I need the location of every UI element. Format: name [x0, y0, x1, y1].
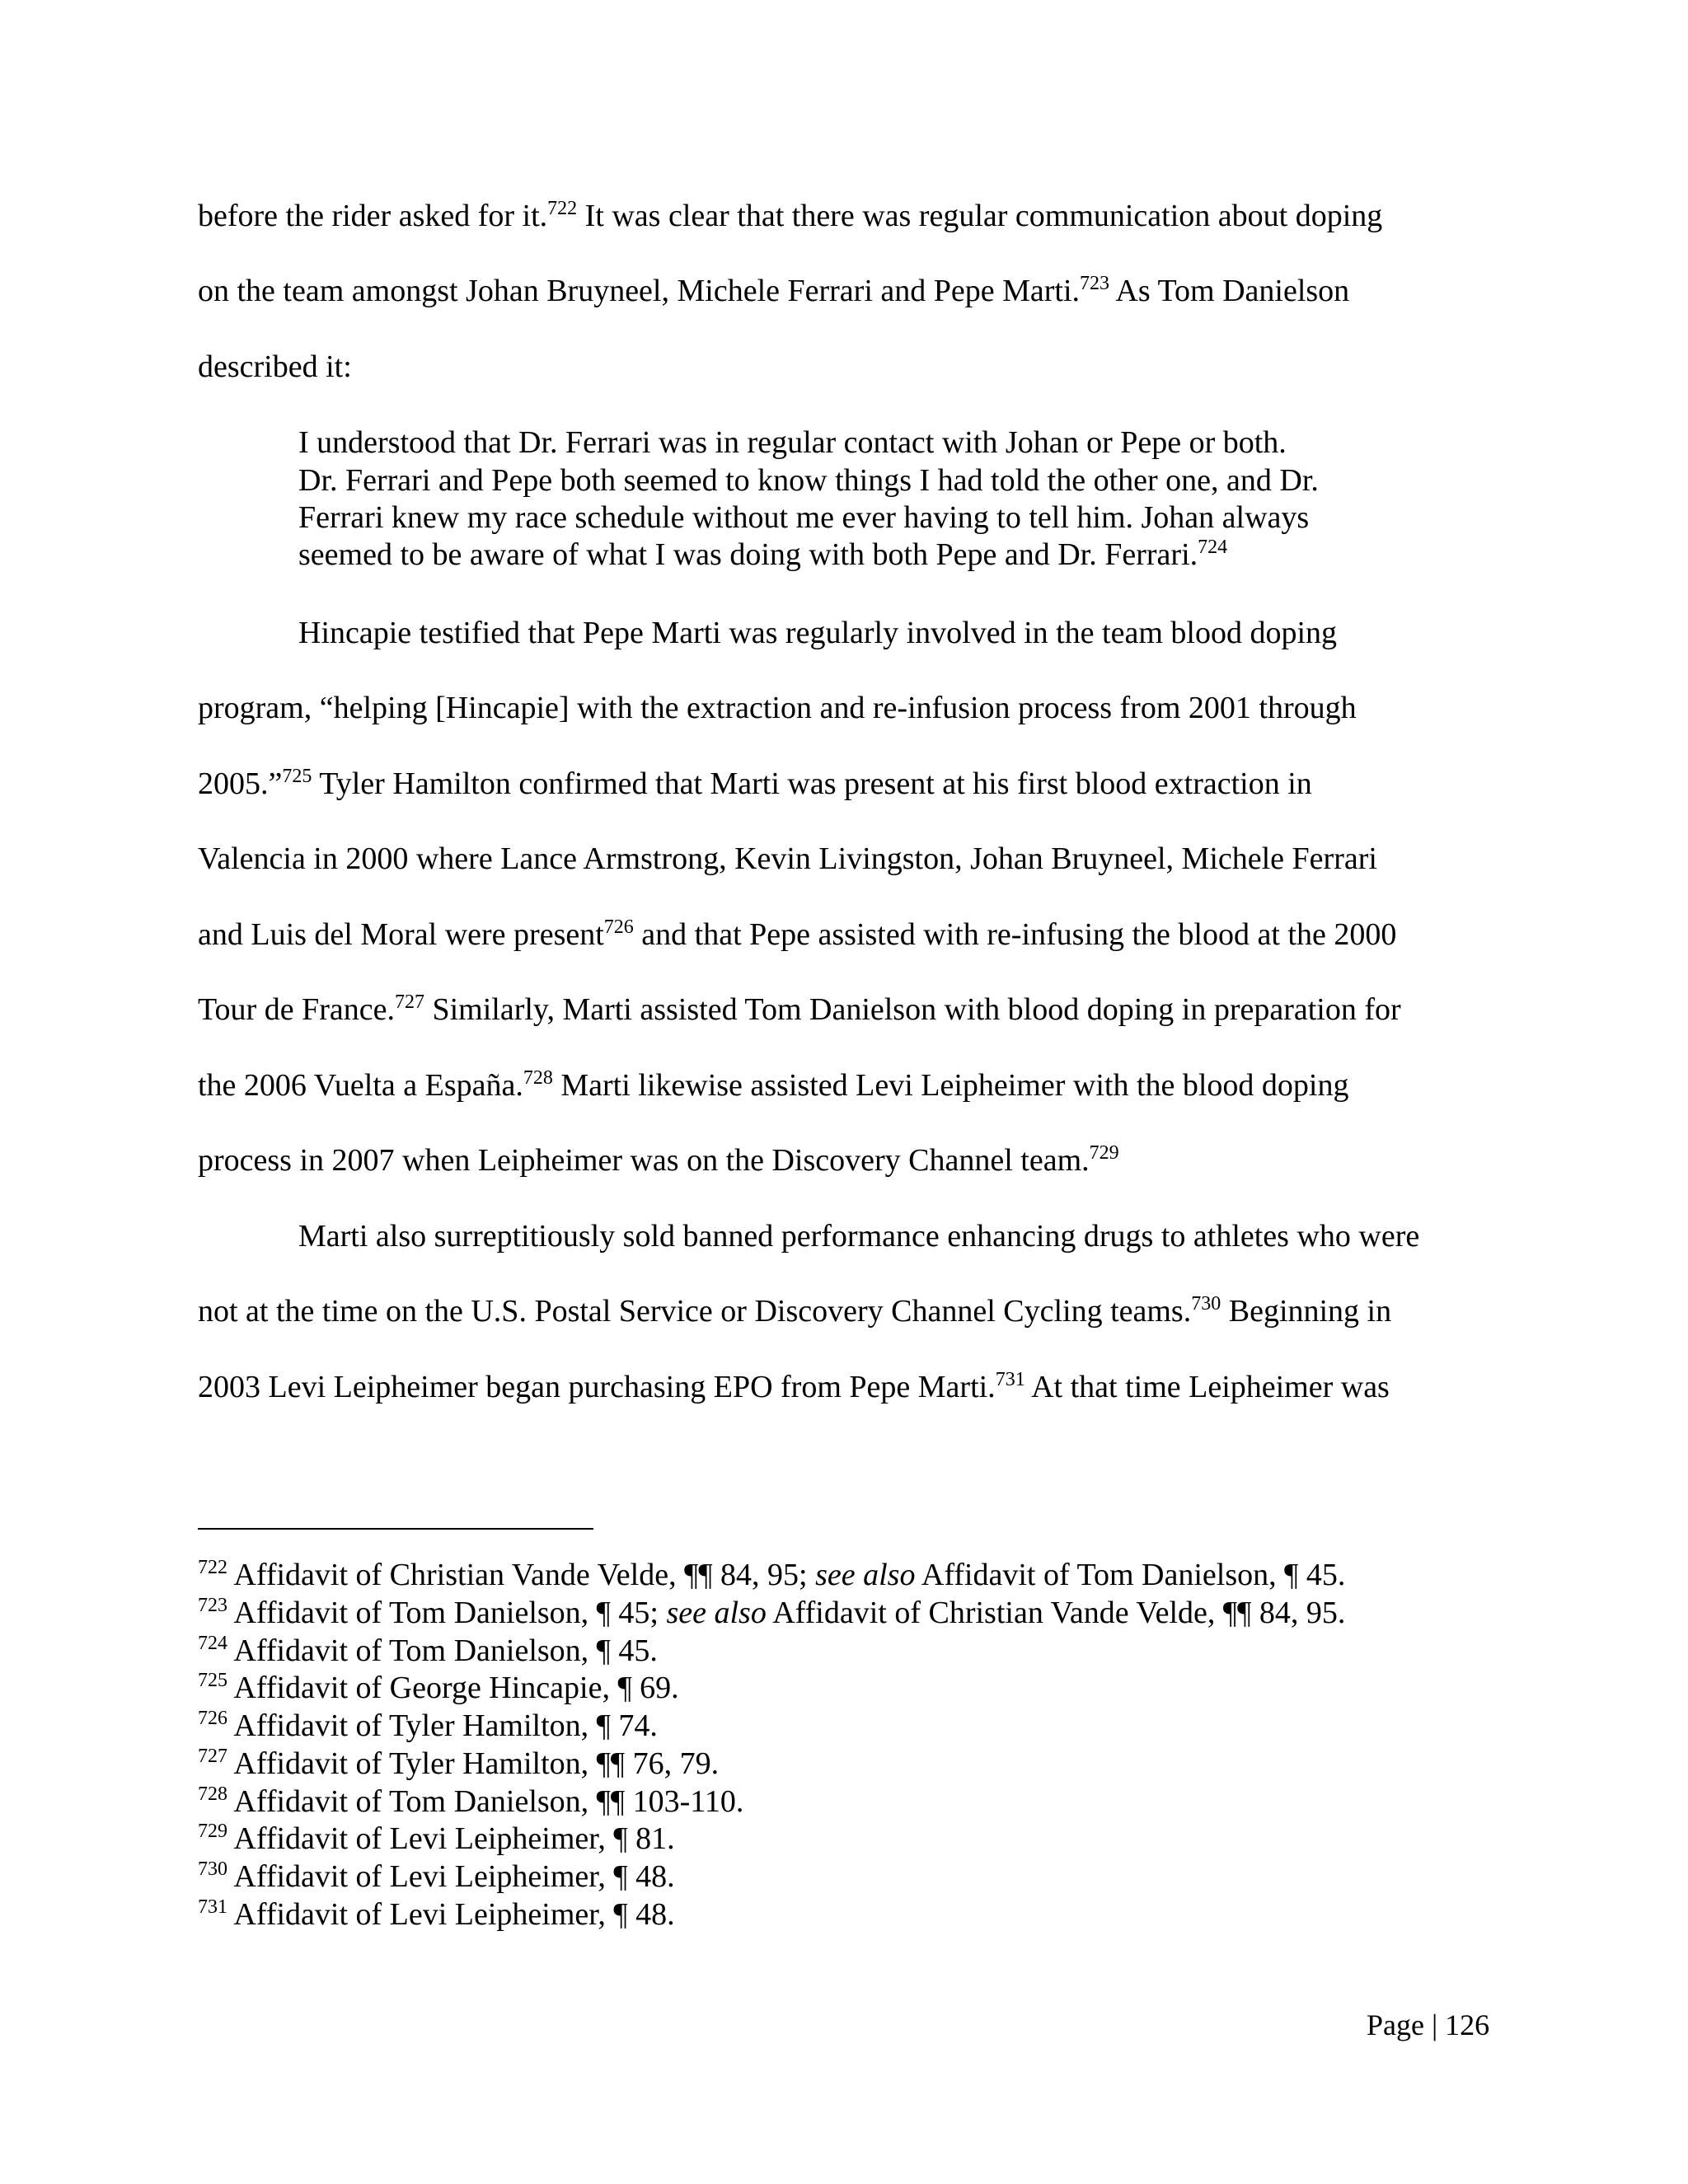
footnote-ref: 728	[523, 1067, 553, 1089]
footnote-number: 726	[198, 1708, 227, 1729]
text-run: before the rider asked for it.	[198, 199, 548, 233]
para2-line-2	[198, 687, 1357, 729]
text-run: the 2006 Vuelta a España.	[198, 1068, 523, 1103]
text-run: process in 2007 when Leipheimer was on the Discovery Channel team.	[198, 1143, 1090, 1178]
footnote-729	[198, 1820, 675, 1858]
text-run: not at the time on the U.S. Postal Service or Discovery Channel Cycling teams.	[198, 1294, 1192, 1329]
text-run: Ferrari knew my race schedule without me ever having to tell him. Johan always	[298, 500, 1310, 535]
footnote-724	[198, 1632, 658, 1670]
para2-line-4	[198, 838, 1377, 879]
para2-line-3	[198, 763, 1312, 804]
footnote-number: 727	[198, 1746, 227, 1767]
text-run: Similarly, Marti assisted Tom Danielson with blood doping in preparation for	[424, 992, 1401, 1027]
text-run: It was clear that there was regular communication about doping	[577, 199, 1383, 233]
text-run: 2003 Levi Leipheimer began purchasing EPO from Pepe Marti.	[198, 1370, 996, 1404]
footnote-number: 729	[198, 1821, 227, 1842]
text-run: Affidavit of Christian Vande Velde, ¶¶ 84, 95.	[766, 1596, 1346, 1630]
footnote-ref: 725	[282, 766, 312, 787]
footnote-ref: 729	[1089, 1142, 1119, 1164]
text-run: I understood that Dr. Ferrari was in regular contact with Johan or Pepe or both.	[298, 425, 1287, 460]
footnote-ref: 726	[603, 916, 634, 938]
para3-line-1	[298, 1216, 1419, 1257]
footnote-number: 722	[198, 1557, 227, 1578]
para3-line-3	[198, 1366, 1390, 1408]
para2-line-8	[198, 1140, 1119, 1181]
footnote-726	[198, 1707, 658, 1745]
text-run: Valencia in 2000 where Lance Armstrong, Kevin Livingston, Johan Bruyneel, Michele Ferrari	[198, 841, 1377, 876]
text-run: Affidavit of Tom Danielson, ¶ 45.	[227, 1633, 658, 1668]
italic-text: see also	[815, 1558, 916, 1592]
para2-line-7	[198, 1065, 1349, 1106]
text-run: Tour de France.	[198, 992, 395, 1027]
italic-text: see also	[666, 1596, 767, 1630]
text-run: and Luis del Moral were present	[198, 917, 604, 952]
text-run: on the team amongst Johan Bruyneel, Michele Ferrari and Pepe Marti.	[198, 274, 1081, 308]
footnote-730	[198, 1858, 675, 1896]
text-run: Dr. Ferrari and Pepe both seemed to know things I had told the other one, and Dr.	[298, 463, 1319, 498]
text-run: At that time Leipheimer was	[1025, 1370, 1390, 1404]
text-run: program, “helping [Hincapie] with the extraction and re-infusion process from 2001 through	[198, 691, 1357, 725]
footnote-number: 724	[198, 1633, 227, 1654]
footnote-ref: 723	[1080, 273, 1110, 294]
text-run: Affidavit of Tom Danielson, ¶ 45;	[227, 1596, 667, 1630]
text-run: Hincapie testified that Pepe Marti was regularly involved in the team blood doping	[298, 616, 1338, 650]
footnote-ref: 731	[995, 1369, 1025, 1390]
text-run: Affidavit of Levi Leipheimer, ¶ 48.	[227, 1859, 675, 1894]
para2-line-5	[198, 914, 1396, 955]
text-run: Affidavit of Levi Leipheimer, ¶ 81.	[227, 1821, 675, 1856]
text-run: Affidavit of George Hincapie, ¶ 69.	[227, 1671, 679, 1705]
text-run: 2005.”	[198, 766, 283, 801]
footnote-ref: 727	[394, 991, 424, 1013]
footnote-725	[198, 1669, 679, 1707]
text-run: Affidavit of Tyler Hamilton, ¶¶ 76, 79.	[227, 1746, 720, 1781]
text-run: Tyler Hamilton confirmed that Marti was present at his first blood extraction in	[312, 766, 1312, 801]
text-run: As Tom Danielson	[1109, 274, 1350, 308]
text-run: Affidavit of Tom Danielson, ¶¶ 103-110.	[227, 1784, 744, 1819]
footnote-number: 730	[198, 1858, 227, 1880]
footnote-ref: 724	[1198, 537, 1228, 558]
text-run: seemed to be aware of what I was doing with both Pepe and Dr. Ferrari.	[298, 537, 1198, 572]
body-line-1	[198, 195, 1382, 237]
footnote-number: 728	[198, 1783, 227, 1805]
footnote-728	[198, 1783, 743, 1821]
blockquote-line-1	[298, 424, 1287, 462]
footnote-separator	[198, 1528, 593, 1530]
footnote-723	[198, 1594, 1345, 1632]
text-run: Affidavit of Tyler Hamilton, ¶ 74.	[227, 1708, 658, 1743]
text-run: Affidavit of Christian Vande Velde, ¶¶ 84, 95;	[227, 1558, 816, 1592]
para2-line-1	[298, 612, 1337, 654]
text-run: Beginning in	[1221, 1294, 1392, 1329]
footnote-number: 731	[198, 1896, 227, 1918]
para2-line-6	[198, 989, 1401, 1030]
body-line-2	[198, 270, 1349, 312]
text-run: Affidavit of Tom Danielson, ¶ 45.	[915, 1558, 1346, 1592]
blockquote-line-3	[298, 499, 1309, 537]
text-run: and that Pepe assisted with re-infusing the blood at the 2000	[633, 917, 1397, 952]
footnote-731	[198, 1896, 675, 1933]
footnote-727	[198, 1745, 719, 1783]
footnote-number: 723	[198, 1595, 227, 1616]
page-number: Page | 126	[1367, 2008, 1490, 2041]
blockquote-line-2	[298, 462, 1319, 499]
text-run: Affidavit of Levi Leipheimer, ¶ 48.	[227, 1897, 675, 1932]
footnote-number: 725	[198, 1670, 227, 1691]
text-run: described it:	[198, 349, 352, 384]
para3-line-2	[198, 1291, 1391, 1332]
footnote-722	[198, 1556, 1345, 1594]
text-run: Marti likewise assisted Levi Leipheimer with the blood doping	[552, 1068, 1349, 1103]
text-run: Marti also surreptitiously sold banned performance enhancing drugs to athletes who were	[298, 1219, 1420, 1254]
footnote-ref: 722	[547, 198, 578, 219]
body-line-3	[198, 346, 352, 387]
footnote-ref: 730	[1191, 1293, 1221, 1315]
blockquote-line-4	[298, 536, 1227, 574]
